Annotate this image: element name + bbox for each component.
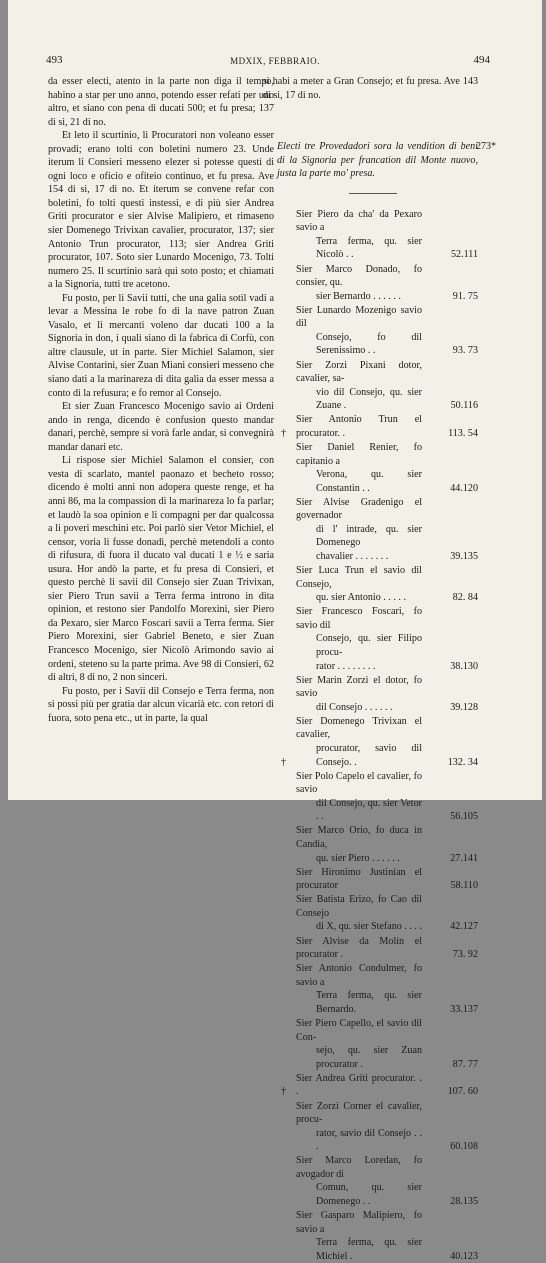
heading-text: Electi tre Provedadori sora la vendition di beni di la Signoria per francation dil Monte nuovo, justa la parte mo' presa.	[277, 141, 478, 180]
candidate-name	[295, 1154, 422, 1208]
entry-line: procurator, savio dil Consejo. .	[316, 743, 422, 768]
vote-count: 58.110	[450, 880, 478, 892]
candidate-entry	[281, 1209, 478, 1263]
vote-count: 39.128	[450, 701, 478, 713]
margin-number: 273*	[476, 141, 496, 153]
right-column	[263, 75, 496, 1263]
candidate-name	[295, 935, 422, 962]
entry-line: Sier Daniel Renier, fo capitanio a	[296, 442, 422, 467]
candidate-name	[295, 1017, 422, 1071]
entry-line: Terra ferma, qu. sier Nicolò . .	[316, 235, 422, 261]
entry-line: dil Consejo . . . . . .	[316, 701, 393, 713]
election-list	[281, 208, 478, 1263]
vote-count: 28.135	[450, 1195, 478, 1207]
vote-count: 93. 73	[452, 345, 478, 357]
entry-line: Sier Marco Orio, fo duca in Candia,	[296, 825, 422, 851]
entry-line: Sier Alvise Gradenigo el governador	[296, 496, 422, 522]
left-column	[48, 75, 274, 725]
candidate-entry	[281, 208, 478, 262]
entry-line: Sier Alvise da Molin el procurator .	[296, 935, 422, 961]
entry-line: Sier Antonio Condulmer, fo savio a	[296, 963, 422, 988]
divider	[349, 193, 397, 194]
candidate-name	[295, 496, 422, 564]
paragraph: da esser electi, atento in la parte non diga il tempo, habino a star per uno anno, potendo esser refati per uno altro, et siano con pena di ducati 500; et fu presa; 137 di si, 21 di no.	[48, 76, 274, 128]
entry-line: rator, savio dil Consejo . . .	[316, 1127, 422, 1153]
vote-count: 27.141	[450, 852, 478, 864]
entry-line: Sier Andrea Griti procurator. . .	[296, 1072, 422, 1098]
entry-line: Sier Domenego Trivixan el cavalier,	[296, 715, 422, 741]
vote-count: 39.135	[450, 550, 478, 562]
candidate-entry	[281, 359, 478, 413]
candidate-name	[295, 674, 422, 715]
candidate-entry	[281, 496, 478, 564]
candidate-entry	[281, 935, 478, 962]
entry-line: Sier Gasparo Malipiero, fo savio a	[296, 1210, 422, 1235]
vote-count: 107. 60	[447, 1086, 478, 1098]
entry-line: Sier Hironimo Justinian el procurator	[296, 866, 422, 892]
vote-count: 52.111	[450, 249, 478, 261]
candidate-entry	[281, 962, 478, 1016]
entry-line: sejo, qu. sier Zuan procurator .	[316, 1045, 422, 1070]
entry-line: Sier Marin Zorzi el dotor, fo savio	[296, 674, 422, 700]
candidate-name	[295, 564, 422, 605]
entry-line: Sier Piero Capello, el savio dil Con-	[296, 1018, 422, 1043]
candidate-entry	[281, 715, 478, 769]
vote-count: 132. 34	[447, 756, 478, 768]
candidate-name	[295, 1209, 422, 1263]
entry-line: Sier Marco Donado, fo consier, qu.	[296, 263, 422, 289]
candidate-name	[295, 1100, 422, 1154]
entry-line: Sier Antonio Trun el procurator. .	[296, 414, 422, 439]
vote-count: 50.116	[450, 400, 478, 412]
entry-line: Sier Marco Loredan, fo avogador di	[296, 1155, 422, 1180]
candidate-name	[295, 413, 422, 440]
candidate-name	[295, 208, 422, 262]
elected-dagger-mark: †	[281, 427, 287, 439]
candidate-entry	[281, 413, 478, 440]
entry-line: Sier Zorzi Pixani dotor, cavalier, sa-	[296, 359, 422, 385]
vote-count: 82. 84	[452, 592, 478, 604]
entry-line: dil Consejo, qu. sier Vetor . .	[316, 797, 422, 823]
candidate-name	[295, 715, 422, 769]
entry-line: Sier Zorzi Corner el cavalier, procu-	[296, 1100, 422, 1126]
candidate-name	[295, 824, 422, 865]
entry-line: vio dil Consejo, qu. sier Zuane .	[316, 386, 422, 412]
entry-line: Verona, qu. sier Constantin . .	[316, 469, 422, 494]
document-page	[8, 0, 542, 1262]
candidate-name	[295, 770, 422, 824]
candidate-name	[295, 866, 422, 893]
candidate-entry	[281, 893, 478, 934]
entry-line: Terra ferma, qu. sier Bernardo.	[316, 990, 422, 1015]
elected-dagger-mark: †	[281, 1086, 287, 1098]
page-number-left: 493	[46, 54, 63, 66]
entry-line: sier Bernardo . . . . . .	[316, 290, 401, 302]
candidate-name	[295, 263, 422, 304]
paragraph: Li rispose sier Michiel Salamon el consier, con vesta di scarlato, mantel paonazo et becheto rosso; dicendo è molti anni non adopera queste renge, et ha anni 86, ma la compassion di la marinareza lo fa parlar; et laudò la soa opinion e li compagni per dar qualcossa a li poveri meschini etc. Poi parlò sier Vetor Michiel, el censor, voria li fusse donadi, perchè metendoli a conto di rifusura, di fuora il ducato val ducati 1 e ½ e saria usura. Hor andò la parte, et fu presa di Consieri, et questo perchè li savii dil Consejo sier Zuan Trivixan, sier Piero Trun savii a Terra ferma introno in dita opinion, et restono sier Pandolfo Morexini, sier Piero da Pexaro, sier Marco Foscari savii a Terra ferma. Sier Piero Morexini, sier Gabriel Beneto, e sier Zuan Francesco Mocenigo, sier Nicolò Arimondo savio ai ordeni, steteno su la parte prima. Ave 98 di Consieri, 62 di altri, 8 di no, 2 non sinceri.	[48, 455, 274, 684]
entry-line: di l' intrade, qu. sier Domenego	[316, 523, 422, 549]
candidate-entry	[281, 564, 478, 605]
paragraph: Fu posto, per li Savii tutti, che una galia sotil vadi a levar a Messina le robe fo di la nave patron Zuan Vasalo, et li mercanti voleno dar ducati 100 a la Signoria in don, i quali siano di la fabrica di Corfù, con altre clausule, ut in parte. Sier Michiel Salamon, sier Alvise Contarini, sier Zuan Miani consieri messeno che siano dati a la marinareza di dita galia da esser messa a conto di la refusura; e fo remor al Consejo.	[48, 292, 274, 399]
entry-line: Sier Batista Erizo, fo Cao dil Consejo	[296, 894, 422, 919]
section-heading	[263, 140, 496, 181]
candidate-entry	[281, 770, 478, 824]
vote-count: 87. 77	[452, 1058, 478, 1070]
candidate-entry	[281, 1017, 478, 1071]
vote-count: 40.123	[450, 1250, 478, 1262]
vote-count: 44.120	[450, 482, 478, 494]
vote-count: 38.130	[450, 660, 478, 672]
entry-line: Terra ferma, qu. sier Michiel .	[316, 1237, 422, 1262]
entry-line: Comun, qu. sier Domenego . .	[316, 1182, 422, 1207]
vote-count: 42.127	[450, 921, 478, 933]
candidate-entry	[281, 605, 478, 673]
candidate-name	[295, 441, 422, 495]
paragraph: si habi a meter a Gran Consejo; et fu presa. Ave 143 di si, 17 di no.	[263, 76, 478, 101]
entry-line: qu. sier Antonio . . . . .	[316, 592, 407, 604]
page-number-right: 494	[473, 54, 490, 66]
entry-line: Sier Polo Capelo el cavalier, fo savio	[296, 770, 422, 796]
entry-line: Sier Piero da cha' da Pexaro savio a	[296, 208, 422, 234]
entry-line: di X, qu. sier Stefano . . . .	[316, 921, 422, 933]
candidate-name	[295, 359, 422, 413]
candidate-name	[295, 1072, 422, 1099]
candidate-entry	[281, 1154, 478, 1208]
candidate-entry	[281, 263, 478, 304]
paragraph: Et leto il scurtinio, li Procuratori non voleano esser provadi; erano tolti con boletini numero 23. Unde iterum li Consieri messeno elezer si potesse questi di ogni loco e oficio e ofiteio continuo, et fu presa. Ave 154 di si, 17 di no. Et iterum se convene refar con boletini, fo tolti questi instessi, e di più sier Andrea Griti procurator e sier Alvise Malipiero, et rimaseno sier Domenego Trivixan cavalier, procurator, 137; sier Antonio Trun procurator, 113; sier Andrea Griti procurator, 107. Soto sier Lunardo Mocenigo, 73. Tolti numero 25. Il scurtinio sarà qui soto posto; et chiamati a la Signoria, tutti tre acetono.	[48, 130, 274, 291]
vote-count: 73. 92	[452, 949, 478, 961]
paragraph: Fu posto, per i Savii dil Consejo e Terra ferma, non si possi più per gratia dar alcun vicarià etc. con retori di fuora, soto pena etc., ut in parte, la qual	[48, 685, 274, 724]
candidate-entry	[281, 441, 478, 495]
vote-count: 91. 75	[452, 290, 478, 302]
entry-line: chavalier . . . . . . .	[316, 550, 389, 562]
candidate-name	[295, 962, 422, 1016]
elected-dagger-mark: †	[281, 756, 287, 768]
candidate-entry	[281, 866, 478, 893]
candidate-entry	[281, 1100, 478, 1154]
vote-count: 33.137	[450, 1003, 478, 1015]
running-header	[8, 54, 542, 68]
candidate-entry	[281, 824, 478, 865]
candidate-entry	[281, 674, 478, 715]
entry-line: Sier Luca Trun el savio dil Consejo,	[296, 565, 422, 590]
entry-line: Sier Francesco Foscari, fo savio dil	[296, 606, 422, 631]
vote-count: 113. 54	[448, 427, 478, 439]
candidate-name	[295, 605, 422, 673]
vote-count: 60.108	[450, 1141, 478, 1153]
candidate-entry	[281, 1072, 478, 1099]
paragraph: Et sier Zuan Francesco Mocenigo savio ai Ordeni ando in renga, dicendo è confusion questo mandar danari, perchè, sempre si vorà farle andar, si convegnirà mandar danari etc.	[48, 401, 274, 453]
entry-line: Consejo, qu. sier Filipo procu-	[316, 633, 422, 658]
candidate-name	[295, 304, 422, 358]
entry-line: rator . . . . . . . .	[316, 660, 376, 672]
candidate-name	[295, 893, 422, 934]
candidate-entry	[281, 304, 478, 358]
entry-line: Consejo, fo dil Serenissimo . .	[316, 331, 422, 357]
running-title: MDXIX, FEBBRAIO.	[230, 56, 320, 66]
vote-count: 56.105	[450, 811, 478, 823]
entry-line: Sier Lunardo Mozenigo savio dil	[296, 304, 422, 330]
entry-line: qu. sier Piero . . . . . .	[316, 852, 400, 864]
